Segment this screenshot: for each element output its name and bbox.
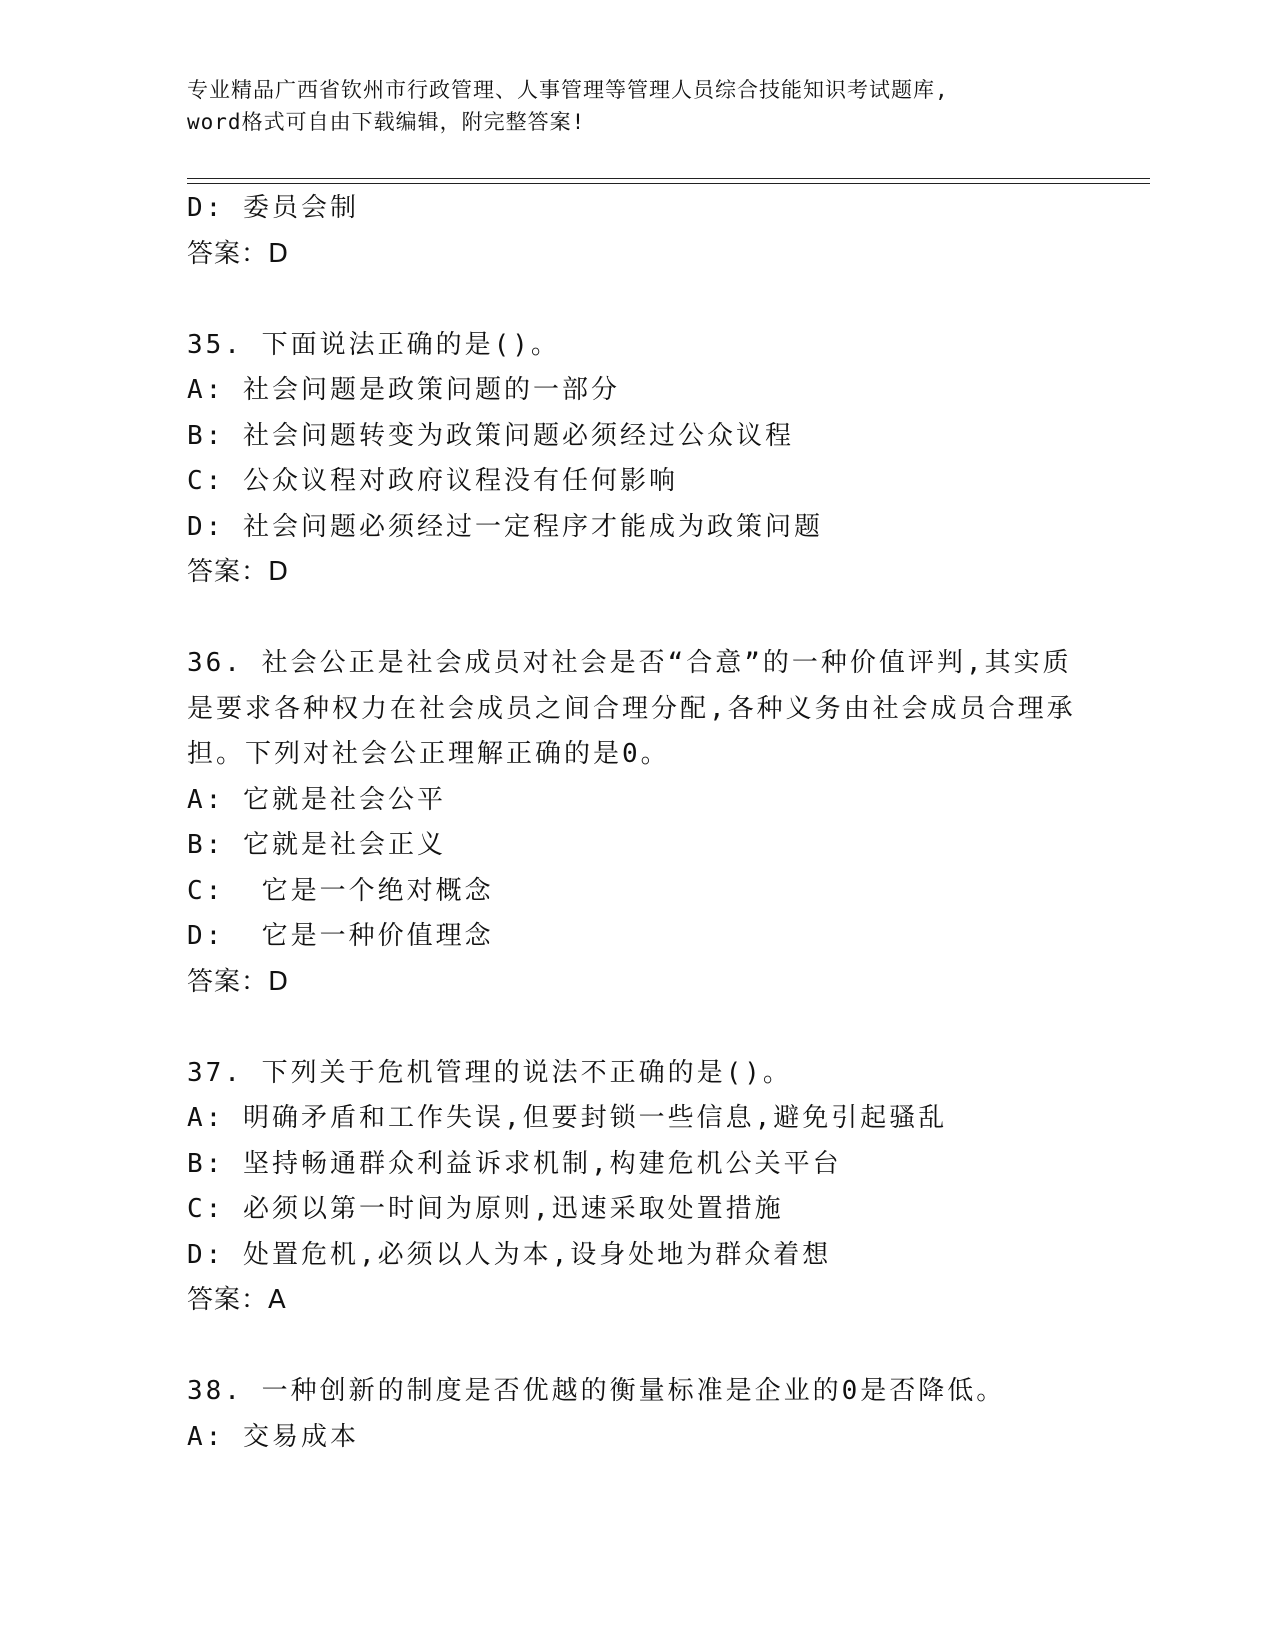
option-d: D: 社会问题必须经过一定程序才能成为政策问题	[187, 511, 823, 542]
option-c: C: 必须以第一时间为原则,迅速采取处置措施	[187, 1194, 784, 1224]
header-line-2: word格式可自由下载编辑，附完整答案!	[187, 110, 586, 134]
question-35	[187, 323, 1087, 596]
header-divider-top	[187, 178, 1150, 179]
option-b: B: 它就是社会正义	[187, 830, 446, 860]
question-stem: 35. 下面说法正确的是()。	[187, 329, 560, 360]
option-d: D: 它是一种价值理念	[187, 921, 494, 951]
question-list	[187, 186, 1087, 1460]
option-b: B: 社会问题转变为政策问题必须经过公众议程	[187, 420, 794, 451]
option-d: D: 处置危机,必须以人为本,设身处地为群众着想	[187, 1239, 832, 1270]
question-stem: 38. 一种创新的制度是否优越的衡量标准是企业的0是否降低。	[187, 1376, 1006, 1406]
option-a: A: 交易成本	[187, 1421, 359, 1452]
question-38	[187, 1369, 1087, 1460]
question-36	[187, 641, 1087, 1005]
option-a: A: 它就是社会公平	[187, 784, 446, 815]
header-line-1: 专业精品广西省钦州市行政管理、人事管理等管理人员综合技能知识考试题库,	[187, 78, 949, 102]
option-c: C: 它是一个绝对概念	[187, 875, 494, 906]
option-a: A: 社会问题是政策问题的一部分	[187, 375, 620, 405]
option-b: B: 坚持畅通群众利益诉求机制,构建危机公关平台	[187, 1148, 842, 1179]
question-stem: 担。下列对社会公正理解正确的是0。	[187, 739, 670, 769]
option-c: C: 公众议程对政府议程没有任何影响	[187, 466, 678, 496]
question-stem: 是要求各种权力在社会成员之间合理分配,各种义务由社会成员合理承	[187, 693, 1076, 724]
document-header	[187, 74, 1087, 138]
question-37	[187, 1051, 1087, 1324]
option-d: D: 委员会制	[187, 193, 359, 223]
question-stem: 36. 社会公正是社会成员对社会是否“合意”的一种价值评判,其实质	[187, 648, 1072, 678]
answer-label: 答案：D	[187, 966, 290, 997]
answer-label: 答案：D	[187, 557, 290, 587]
question-stem: 37. 下列关于危机管理的说法不正确的是()。	[187, 1057, 792, 1088]
header-divider-bottom	[187, 183, 1150, 184]
option-a: A: 明确矛盾和工作失误,但要封锁一些信息,避免引起骚乱	[187, 1103, 948, 1133]
answer-label: 答案：D	[187, 238, 290, 269]
answer-label: 答案：A	[187, 1285, 287, 1315]
